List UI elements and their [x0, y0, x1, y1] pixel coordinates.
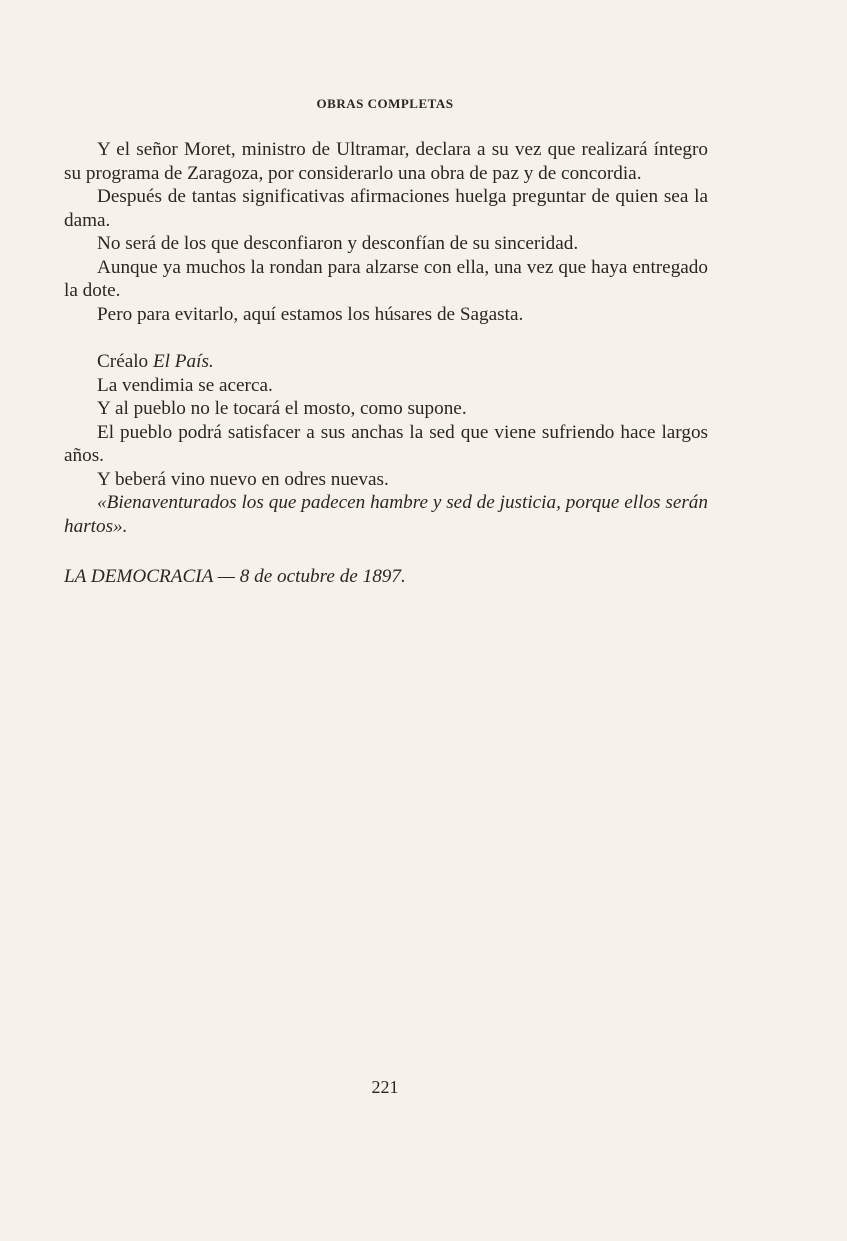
newspaper-title: El País.: [152, 351, 214, 372]
crealo-text: Créalo: [97, 351, 153, 372]
signoff-source-date: LA DEMOCRACIA — 8 de octubre de 1897.: [64, 566, 406, 587]
paragraph-mosto: Y al pueblo no le tocará el mosto, como supone.: [97, 398, 467, 419]
paragraph-quote: «Bienaventurados los que padecen hambre y sed de justicia, porque ellos serán hartos».: [64, 492, 708, 537]
running-title: OBRAS COMPLETAS: [316, 96, 454, 111]
paragraph-odres: Y beberá vino nuevo en odres nuevas.: [97, 468, 389, 490]
paragraph-crealo: [64, 350, 708, 374]
page-number: 221: [371, 1077, 399, 1097]
signoff-gap: [64, 538, 708, 565]
section-gap: [64, 326, 708, 350]
paragraph-rondan: Aunque ya muchos la rondan para alzarse con ella, una vez que haya entregado la dote.: [64, 256, 708, 301]
paragraph-moret: Y el señor Moret, ministro de Ultramar, declara a su vez que realizará íntegro su programa de Zaragoza, por considerarlo una obra de paz y de concordia.: [64, 139, 708, 184]
paragraph-sed: El pueblo podrá satisfacer a sus anchas la sed que viene sufriendo hace largos años.: [64, 421, 708, 466]
paragraph-afirmaciones: Después de tantas significativas afirmaciones huelga preguntar de quien sea la dama.: [64, 186, 708, 231]
paragraph-vendimia: La vendimia se acerca.: [97, 374, 273, 396]
paragraph-sinceridad: No será de los que desconfiaron y desconfían de su sinceridad.: [97, 233, 579, 254]
paragraph-husares: Pero para evitarlo, aquí estamos los húsares de Sagasta.: [97, 303, 524, 325]
body-text: [64, 138, 708, 589]
